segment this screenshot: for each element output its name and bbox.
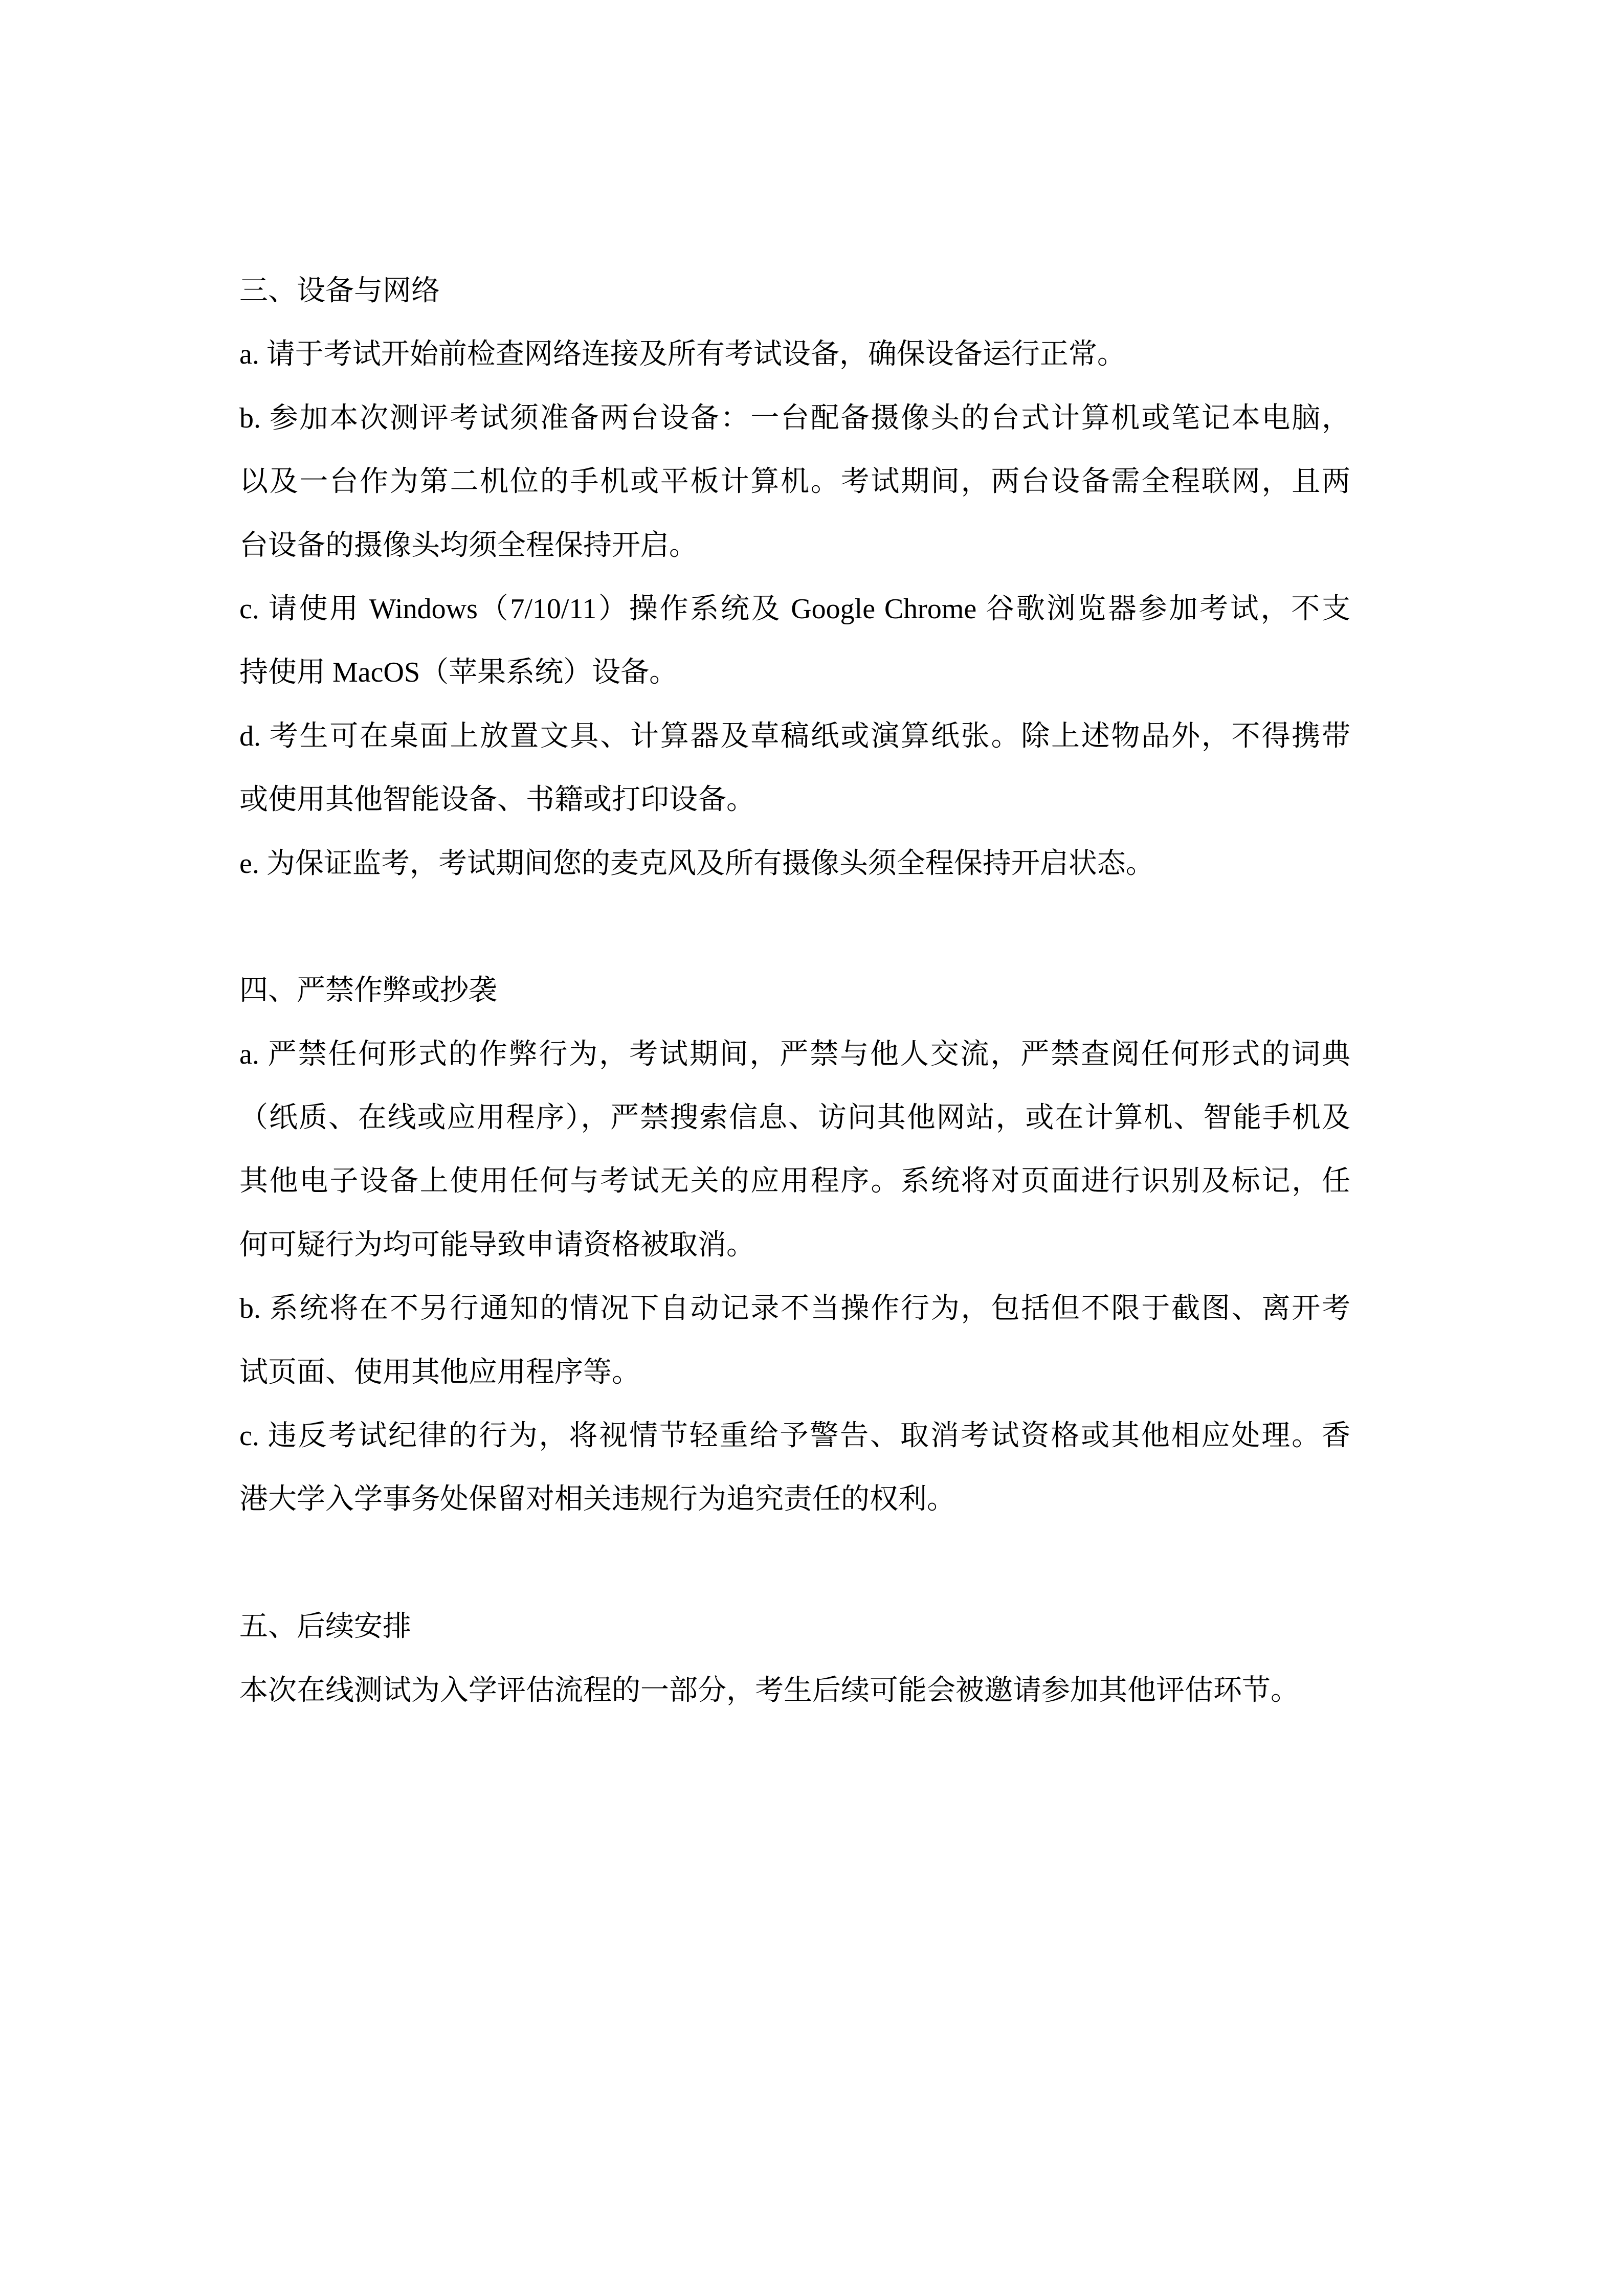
text-line: c. 请使用 Windows（7/10/11）操作系统及 Google Chrome 谷歌浏览器参加考试，不支 [239,593,1350,625]
text-line: 何可疑行为均可能导致申请资格被取消。 [239,1229,755,1261]
text-line: a. 严禁任何形式的作弊行为，考试期间，严禁与他人交流，严禁查阅任何形式的词典 [239,1038,1350,1070]
text-line: b. 系统将在不另行通知的情况下自动记录不当操作行为，包括但不限于截图、离开考 [239,1293,1350,1325]
text-line: 港大学入学事务处保留对相关违规行为追究责任的权利。 [239,1483,955,1516]
text-line: e. 为保证监考，考试期间您的麦克风及所有摄像头须全程保持开启状态。 [239,847,1154,880]
text-line: a. 请于考试开始前检查网络连接及所有考试设备，确保设备运行正常。 [239,339,1126,371]
text-line: 或使用其他智能设备、书籍或打印设备。 [239,784,755,816]
text-line: 试页面、使用其他应用程序等。 [239,1356,640,1388]
text-line: 持使用 MacOS（苹果系统）设备。 [239,657,678,689]
text-line: 本次在线测试为入学评估流程的一部分，考生后续可能会被邀请参加其他评估环节。 [239,1674,1299,1706]
text-line: c. 违反考试纪律的行为，将视情节轻重给予警告、取消考试资格或其他相应处理。香 [239,1420,1350,1452]
text-line: 台设备的摄像头均须全程保持开启。 [239,529,698,561]
text-line: 其他电子设备上使用任何与考试无关的应用程序。系统将对页面进行识别及标记，任 [239,1165,1350,1198]
text-line: （纸质、在线或应用程序），严禁搜索信息、访问其他网站，或在计算机、智能手机及 [239,1102,1350,1134]
section-heading: 五、后续安排 [239,1611,411,1643]
blank-line [239,1532,1350,1595]
document-text [239,259,1350,1722]
blank-line [239,895,1350,959]
section-heading: 三、设备与网络 [239,275,440,307]
text-line: b. 参加本次测评考试须准备两台设备：一台配备摄像头的台式计算机或笔记本电脑， [239,402,1350,434]
section-heading: 四、严禁作弊或抄袭 [239,975,497,1007]
text-line: d. 考生可在桌面上放置文具、计算器及草稿纸或演算纸张。除上述物品外，不得携带 [239,720,1350,752]
text-line: 以及一台作为第二机位的手机或平板计算机。考试期间，两台设备需全程联网，且两 [239,466,1350,498]
